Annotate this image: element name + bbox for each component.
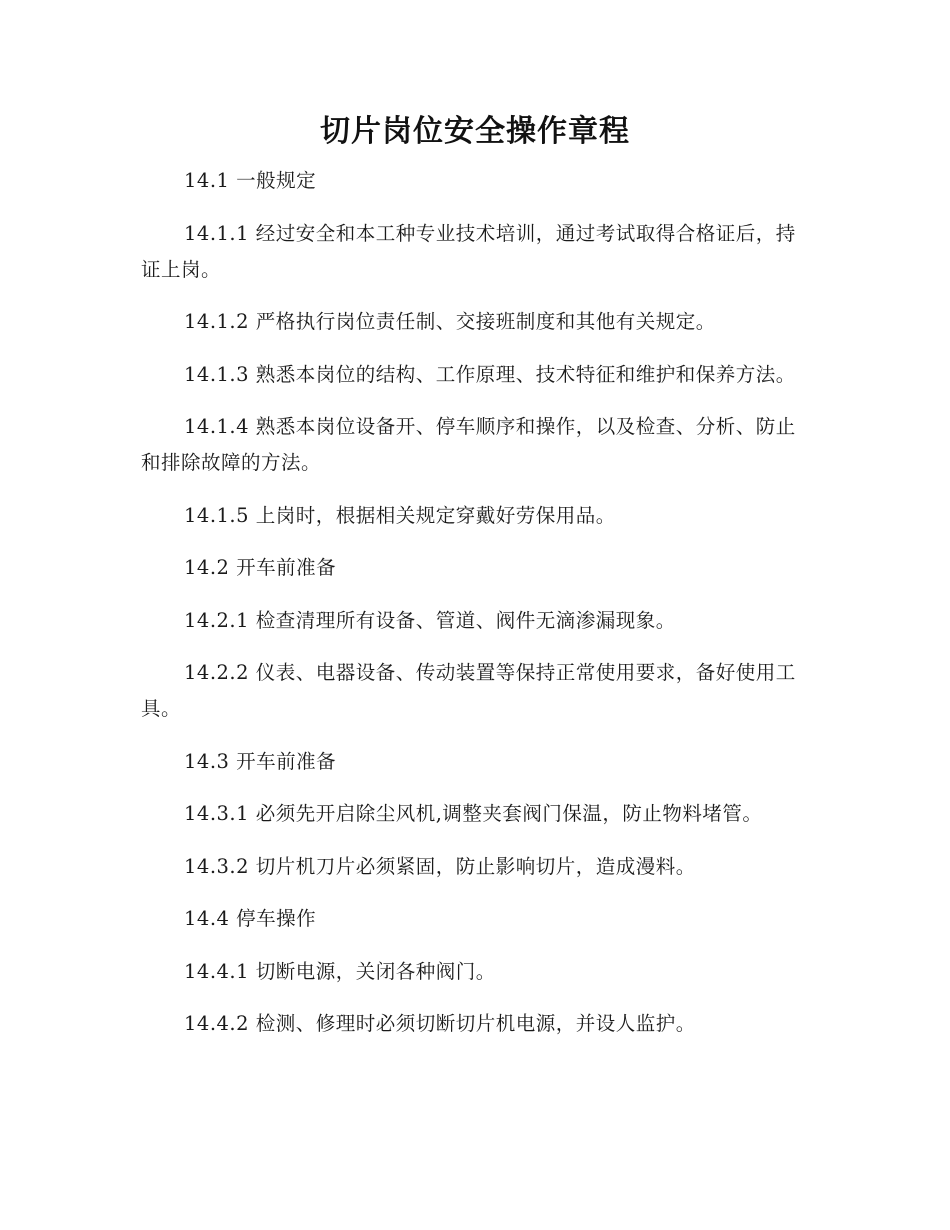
clause-14-3-2: 14.3.2 切片机刀片必须紧固，防止影响切片，造成漫料。	[184, 854, 696, 878]
document-body	[141, 163, 811, 1059]
clause-14-3-1: 14.3.1 必须先开启除尘风机,调整夹套阀门保温，防止物料堵管。	[184, 802, 763, 825]
clause-14-1-1: 14.1.1 经过安全和本工种专业技术培训，通过考试取得合格证后，持证上岗。	[141, 221, 796, 281]
clause-14-2-1: 14.2.1 检查清理所有设备、管道、阀件无滴渗漏现象。	[184, 608, 676, 632]
clause-14-2-2: 14.2.2 仪表、电器设备、传动装置等保持正常使用要求，备好使用工具。	[141, 661, 796, 720]
section-heading-14-2: 14.2 开车前准备	[184, 556, 337, 579]
document-title: 切片岗位安全操作章程	[320, 114, 630, 149]
clause-14-1-4: 14.1.4 熟悉本岗位设备开、停车顺序和操作，以及检查、分析、防止和排除故障的方法。	[141, 415, 796, 474]
clause-14-1-3: 14.1.3 熟悉本岗位的结构、工作原理、技术特征和维护和保养方法。	[184, 362, 796, 386]
section-heading-14-3: 14.3 开车前准备	[184, 749, 337, 773]
clause-14-1-2: 14.1.2 严格执行岗位责任制、交接班制度和其他有关规定。	[184, 310, 716, 333]
clause-14-4-1: 14.4.1 切断电源，关闭各种阀门。	[184, 959, 496, 983]
section-heading-14-4: 14.4 停车操作	[184, 907, 317, 930]
section-heading-14-1: 14.1 一般规定	[184, 169, 317, 192]
clause-14-4-2: 14.4.2 检测、修理时必须切断切片机电源，并设人监护。	[184, 1012, 696, 1035]
clause-14-1-5: 14.1.5 上岗时，根据相关规定穿戴好劳保用品。	[184, 503, 616, 527]
